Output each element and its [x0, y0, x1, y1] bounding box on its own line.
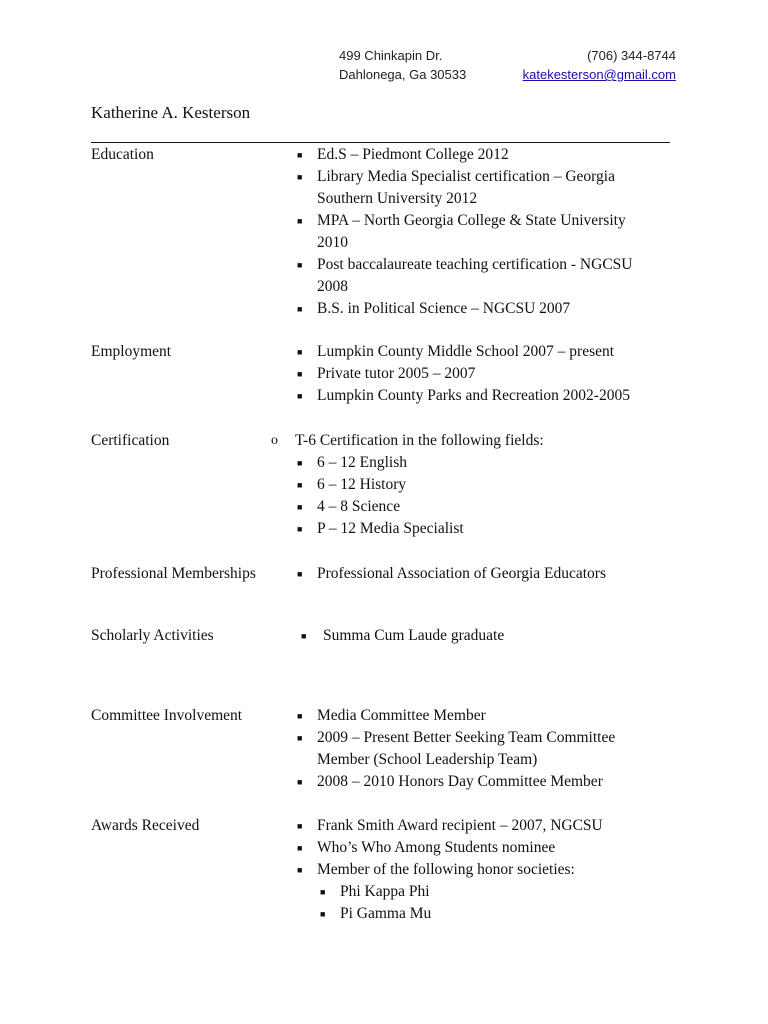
list-item-continuation: 2010	[317, 234, 348, 251]
list-item: ■ Frank Smith Award recipient – 2007, NGCSU	[91, 815, 691, 837]
committee-list	[91, 705, 691, 793]
header-divider	[91, 142, 670, 143]
list-item-continuation: Southern University 2012	[317, 190, 478, 207]
list-item: ■ Who’s Who Among Students nominee	[91, 837, 691, 859]
list-item: ■ 6 – 12 English	[91, 452, 691, 474]
list-subitem: ■ Phi Kappa Phi	[91, 881, 691, 903]
square-bullet-icon: ■	[297, 260, 303, 270]
list-item: ■ 6 – 12 History	[91, 474, 691, 496]
list-item: ■ Library Media Specialist certification – Georgia	[91, 166, 691, 188]
square-bullet-icon: ■	[320, 887, 326, 897]
square-bullet-icon: ■	[297, 711, 303, 721]
square-bullet-icon: ■	[297, 369, 303, 379]
section-label: Education	[91, 146, 154, 163]
list-item: ■ MPA – North Georgia College & State University	[91, 210, 691, 232]
list-item: ■ Professional Association of Georgia Educators	[91, 563, 691, 585]
list-item: ■ Member of the following honor societies:	[91, 859, 691, 881]
list-item-continuation: 2008	[317, 278, 348, 295]
square-bullet-icon: ■	[297, 865, 303, 875]
list-item: ■ B.S. in Political Science – NGCSU 2007	[91, 298, 691, 320]
list-item-lead: o T-6 Certification in the following fields:	[91, 430, 691, 452]
resume-name: Katherine A. Kesterson	[91, 103, 251, 122]
square-bullet-icon: ■	[297, 777, 303, 787]
square-bullet-icon: ■	[297, 502, 303, 512]
contact-phone-email	[523, 46, 676, 84]
square-bullet-icon: ■	[297, 304, 303, 314]
square-bullet-icon: ■	[297, 391, 303, 401]
certification-list	[91, 430, 691, 540]
list-item: ■ Private tutor 2005 – 2007	[91, 363, 691, 385]
section-label: Scholarly Activities	[91, 627, 214, 644]
square-bullet-icon: ■	[297, 821, 303, 831]
square-bullet-icon: ■	[297, 480, 303, 490]
list-item: ■ Ed.S – Piedmont College 2012	[91, 144, 691, 166]
section-label: Committee Involvement	[91, 707, 243, 724]
section-label: Professional Memberships	[91, 565, 256, 582]
email-link[interactable]: katekesterson@gmail.com	[522, 67, 676, 82]
list-item: ■ Post baccalaureate teaching certification - NGCSU	[91, 254, 691, 276]
square-bullet-icon: ■	[297, 150, 303, 160]
address-line-1: 499 Chinkapin Dr.	[339, 48, 443, 63]
square-bullet-icon: ■	[297, 569, 303, 579]
square-bullet-icon: ■	[297, 347, 303, 357]
section-label: Awards Received	[91, 817, 200, 834]
list-item: ■ 2008 – 2010 Honors Day Committee Member	[91, 771, 691, 793]
list-item: ■ Media Committee Member	[91, 705, 691, 727]
list-item-continuation: Member (School Leadership Team)	[317, 751, 538, 768]
square-bullet-icon: ■	[297, 216, 303, 226]
list-item: ■ Lumpkin County Parks and Recreation 2002-2005	[91, 385, 691, 407]
square-bullet-icon: ■	[320, 909, 326, 919]
square-bullet-icon: ■	[297, 843, 303, 853]
square-bullet-icon: ■	[297, 524, 303, 534]
employment-list	[91, 341, 691, 407]
section-label: Employment	[91, 343, 172, 360]
contact-address	[339, 46, 466, 84]
list-item: ■ Lumpkin County Middle School 2007 – present	[91, 341, 691, 363]
square-bullet-icon: ■	[301, 631, 307, 641]
section-label: Certification	[91, 432, 170, 449]
square-bullet-icon: ■	[297, 172, 303, 182]
list-item: ■ P – 12 Media Specialist	[91, 518, 691, 540]
list-item: ■ 4 – 8 Science	[91, 496, 691, 518]
scholarly-list	[91, 625, 691, 647]
list-subitem: ■ Pi Gamma Mu	[91, 903, 691, 925]
list-item: ■ Summa Cum Laude graduate	[91, 625, 691, 647]
phone-number: (706) 344-8744	[587, 48, 676, 63]
memberships-list	[91, 563, 691, 585]
education-list	[91, 144, 691, 320]
square-bullet-icon: ■	[297, 733, 303, 743]
square-bullet-icon: ■	[297, 458, 303, 468]
circle-bullet-icon: o	[271, 433, 278, 448]
list-item: ■ 2009 – Present Better Seeking Team Committee	[91, 727, 691, 749]
awards-list	[91, 815, 691, 925]
address-line-2: Dahlonega, Ga 30533	[339, 67, 467, 82]
